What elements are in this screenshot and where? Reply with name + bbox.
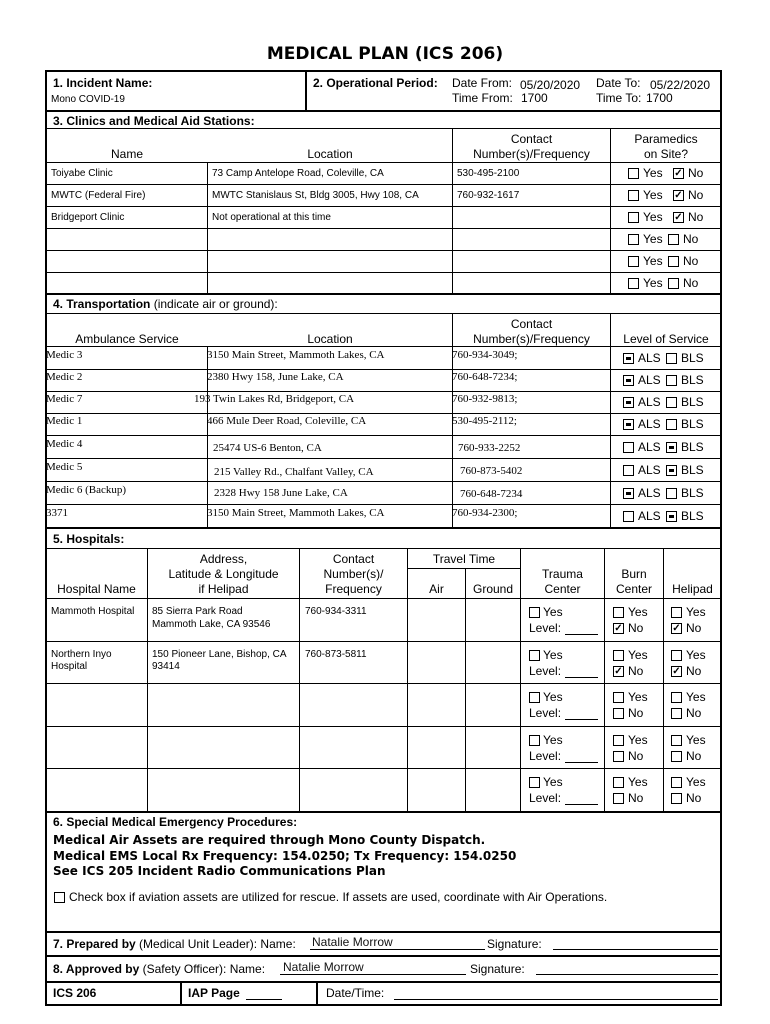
yes-label: Yes bbox=[543, 733, 563, 747]
no-label: No bbox=[683, 276, 699, 290]
als-checkbox[interactable] bbox=[623, 397, 634, 408]
helipad-yes-checkbox[interactable] bbox=[671, 692, 682, 703]
clinic-contact[interactable]: 530-495-2100 bbox=[457, 168, 520, 179]
yes-label: Yes bbox=[628, 775, 648, 789]
yes-label: Yes bbox=[643, 232, 663, 246]
approved-by-bold: 8. Approved by bbox=[53, 962, 140, 976]
als-label: ALS bbox=[638, 509, 661, 523]
ambulance-location[interactable]: 193 Twin Lakes Rd, Bridgeport, CA bbox=[194, 393, 355, 405]
yes-label: Yes bbox=[686, 733, 706, 747]
clinic-location[interactable]: 73 Camp Antelope Road, Coleville, CA bbox=[212, 168, 384, 179]
hospitals-col-address: Latitude & Longitude bbox=[168, 567, 279, 581]
no-label: No bbox=[686, 621, 702, 635]
trauma-yes-checkbox[interactable] bbox=[529, 692, 540, 703]
procedures-line: See ICS 205 Incident Radio Communications Plan bbox=[53, 864, 386, 878]
hospitals-col-name: Hospital Name bbox=[57, 582, 136, 596]
helipad-no-checkbox[interactable] bbox=[671, 793, 682, 804]
footer-divider bbox=[180, 982, 182, 1005]
no-label: No bbox=[686, 664, 702, 678]
ambulance-service[interactable]: 3371 bbox=[46, 507, 68, 519]
row-line bbox=[45, 504, 722, 505]
date-from-label: Date From: bbox=[452, 76, 513, 90]
approved-by-rest: (Safety Officer): Name: bbox=[139, 962, 266, 976]
row-line bbox=[45, 391, 722, 392]
transport-heading bbox=[53, 297, 278, 311]
yes-label: Yes bbox=[543, 648, 563, 662]
als-checkbox[interactable] bbox=[623, 442, 634, 453]
row-line bbox=[45, 598, 722, 599]
datetime-line[interactable] bbox=[394, 999, 718, 1000]
ambulance-service[interactable]: Medic 5 bbox=[46, 461, 83, 473]
yes-label: Yes bbox=[643, 188, 663, 202]
prepared-by-bold: 7. Prepared by bbox=[53, 937, 136, 951]
helipad-yes-checkbox[interactable] bbox=[671, 735, 682, 746]
ambulance-location[interactable]: 2380 Hwy 158, June Lake, CA bbox=[207, 371, 344, 383]
ambulance-location[interactable]: 3150 Main Street, Mammoth Lakes, CA bbox=[207, 349, 385, 361]
transport-col-service: Ambulance Service bbox=[75, 332, 179, 346]
aviation-assets-text: Check box if aviation assets are utilized for rescue. If assets are used, coordinate with Air Operations. bbox=[69, 890, 608, 904]
form-id: ICS 206 bbox=[53, 986, 97, 1000]
approved-by-label bbox=[53, 962, 265, 976]
procedures-line: Medical EMS Local Rx Frequency: 154.0250; Tx Frequency: 154.0250 bbox=[53, 849, 517, 863]
ambulance-service[interactable]: Medic 7 bbox=[46, 393, 83, 405]
no-label: No bbox=[628, 621, 644, 635]
no-label: No bbox=[688, 188, 704, 202]
bls-label: BLS bbox=[681, 509, 704, 523]
bls-checkbox[interactable] bbox=[666, 397, 677, 408]
row-line bbox=[45, 413, 722, 414]
helipad-no-checkbox[interactable] bbox=[671, 751, 682, 762]
yes-label: Yes bbox=[686, 690, 706, 704]
incident-name-value[interactable]: Mono COVID-19 bbox=[51, 94, 125, 105]
burn-no-checkbox[interactable] bbox=[613, 751, 624, 762]
als-label: ALS bbox=[638, 373, 661, 387]
hospital-address[interactable]: 93414 bbox=[152, 661, 180, 672]
section-divider bbox=[45, 955, 722, 957]
bls-checkbox[interactable] bbox=[666, 419, 677, 430]
paramedics-yes-checkbox[interactable] bbox=[628, 278, 639, 289]
yes-label: Yes bbox=[643, 210, 663, 224]
transport-heading-bold: 4. Transportation bbox=[53, 297, 151, 311]
helipad-yes-checkbox[interactable] bbox=[671, 650, 682, 661]
burn-no-checkbox[interactable] bbox=[613, 708, 624, 719]
burn-no-checkbox[interactable]: ✓ bbox=[614, 623, 623, 634]
transport-col-contact: Contact bbox=[510, 317, 553, 331]
iap-page-label: IAP Page bbox=[188, 986, 240, 1000]
clinic-name[interactable]: MWTC (Federal Fire) bbox=[51, 190, 146, 201]
paramedics-no-checkbox[interactable] bbox=[668, 256, 679, 267]
time-to-value[interactable]: 1700 bbox=[646, 91, 673, 105]
hospital-name[interactable]: Hospital bbox=[51, 661, 88, 672]
row-line bbox=[45, 228, 722, 229]
procedures-line: Medical Air Assets are required through Mono County Dispatch. bbox=[53, 833, 486, 847]
divider bbox=[305, 71, 307, 111]
prepared-signature-label: Signature: bbox=[487, 937, 542, 951]
ambulance-service[interactable]: Medic 4 bbox=[46, 438, 83, 450]
aviation-assets-checkbox[interactable] bbox=[54, 892, 65, 903]
als-label: ALS bbox=[638, 463, 661, 477]
burn-yes-checkbox[interactable] bbox=[613, 735, 624, 746]
iap-page-line[interactable] bbox=[246, 999, 282, 1000]
als-label: ALS bbox=[638, 440, 661, 454]
hospitals-heading: 5. Hospitals: bbox=[53, 532, 125, 546]
bls-label: BLS bbox=[681, 417, 704, 431]
trauma-level-line[interactable] bbox=[565, 677, 598, 678]
no-label: No bbox=[628, 791, 644, 805]
ambulance-contact[interactable]: 760-648-7234 bbox=[460, 488, 523, 500]
ambulance-service[interactable]: Medic 6 (Backup) bbox=[46, 484, 127, 496]
als-checkbox[interactable] bbox=[623, 511, 634, 522]
no-label: No bbox=[688, 210, 704, 224]
burn-no-checkbox[interactable]: ✓ bbox=[614, 666, 623, 677]
hospital-address[interactable]: 150 Pioneer Lane, Bishop, CA bbox=[152, 649, 287, 660]
als-label: ALS bbox=[638, 417, 661, 431]
row-line bbox=[45, 641, 722, 642]
page-title: MEDICAL PLAN (ICS 206) bbox=[266, 44, 504, 64]
no-label: No bbox=[628, 749, 644, 763]
clinic-name[interactable]: Bridgeport Clinic bbox=[51, 212, 125, 223]
row-line bbox=[45, 184, 722, 185]
prepared-name-line[interactable] bbox=[310, 949, 485, 950]
no-label: No bbox=[683, 232, 699, 246]
ambulance-location[interactable]: 25474 US-6 Benton, CA bbox=[213, 442, 322, 454]
date-from-value[interactable]: 05/20/2020 bbox=[520, 78, 581, 92]
hospital-address[interactable]: 85 Sierra Park Road bbox=[152, 606, 243, 617]
row-line bbox=[45, 768, 722, 769]
ambulance-contact[interactable]: 760-873-5402 bbox=[460, 465, 523, 477]
trauma-level-line[interactable] bbox=[565, 804, 598, 805]
row-line bbox=[45, 313, 722, 314]
trauma-yes-checkbox[interactable] bbox=[529, 735, 540, 746]
yes-label: Yes bbox=[686, 648, 706, 662]
bls-label: BLS bbox=[681, 440, 704, 454]
clinics-col-location: Location bbox=[307, 147, 353, 161]
ambulance-contact[interactable]: 760-933-2252 bbox=[458, 442, 521, 454]
burn-yes-checkbox[interactable] bbox=[613, 777, 624, 788]
hospital-contact[interactable]: 760-934-3311 bbox=[305, 606, 367, 617]
yes-label: Yes bbox=[628, 690, 648, 704]
row-line bbox=[45, 435, 722, 436]
bls-label: BLS bbox=[681, 463, 704, 477]
hospital-address[interactable]: Mammoth Lake, CA 93546 bbox=[152, 619, 271, 630]
bls-label: BLS bbox=[681, 373, 704, 387]
hospitals-col-contact: Frequency bbox=[325, 582, 382, 596]
hospitals-col-ground: Ground bbox=[472, 582, 514, 596]
transport-col-contact: Number(s)/Frequency bbox=[473, 332, 590, 346]
paramedics-no-checkbox[interactable]: ✓ bbox=[674, 168, 683, 179]
bls-label: BLS bbox=[681, 351, 704, 365]
paramedics-no-checkbox[interactable] bbox=[668, 234, 679, 245]
hospitals-col-trauma: Trauma bbox=[542, 567, 583, 581]
bls-checkbox[interactable] bbox=[666, 442, 677, 453]
clinics-col-paramedics: on Site? bbox=[643, 147, 689, 161]
yes-label: Yes bbox=[643, 276, 663, 290]
approved-name-line[interactable] bbox=[280, 974, 466, 975]
ambulance-contact[interactable]: 760-648-7234; bbox=[452, 371, 518, 383]
paramedics-yes-checkbox[interactable] bbox=[628, 168, 639, 179]
trauma-level-label: Level: bbox=[529, 621, 562, 635]
no-label: No bbox=[688, 166, 704, 180]
hospital-contact[interactable]: 760-873-5811 bbox=[305, 649, 367, 660]
section-divider bbox=[45, 811, 722, 813]
clinics-col-contact: Contact bbox=[510, 132, 553, 146]
paramedics-no-checkbox[interactable]: ✓ bbox=[674, 190, 683, 201]
trauma-level-line[interactable] bbox=[565, 634, 598, 635]
transport-heading-rest: (indicate air or ground): bbox=[150, 297, 278, 311]
hospitals-col-burn: Center bbox=[615, 582, 653, 596]
ambulance-service[interactable]: Medic 1 bbox=[46, 415, 83, 427]
no-label: No bbox=[686, 791, 702, 805]
yes-label: Yes bbox=[543, 690, 563, 704]
row-line bbox=[45, 369, 722, 370]
als-label: ALS bbox=[638, 395, 661, 409]
paramedics-yes-checkbox[interactable] bbox=[628, 256, 639, 267]
helipad-no-checkbox[interactable]: ✓ bbox=[672, 623, 681, 634]
time-from-label: Time From: bbox=[452, 91, 513, 105]
section-divider bbox=[45, 293, 722, 295]
approved-signature-label: Signature: bbox=[470, 962, 525, 976]
yes-label: Yes bbox=[543, 775, 563, 789]
trauma-level-label: Level: bbox=[529, 706, 562, 720]
ambulance-location[interactable]: 2328 Hwy 158 June Lake, CA bbox=[214, 487, 348, 499]
clinic-location[interactable]: Not operational at this time bbox=[212, 212, 331, 223]
date-to-label: Date To: bbox=[596, 76, 641, 90]
hospitals-col-contact: Number(s)/ bbox=[323, 567, 384, 581]
row-line bbox=[45, 346, 722, 347]
paramedics-yes-checkbox[interactable] bbox=[628, 212, 639, 223]
hospitals-col-helipad: Helipad bbox=[672, 582, 713, 596]
clinic-location[interactable]: MWTC Stanislaus St, Bldg 3005, Hwy 108, CA bbox=[212, 190, 419, 201]
als-label: ALS bbox=[638, 486, 661, 500]
ambulance-service[interactable]: Medic 2 bbox=[46, 371, 83, 383]
hospital-name[interactable]: Mammoth Hospital bbox=[51, 606, 135, 617]
als-checkbox[interactable] bbox=[623, 488, 634, 499]
trauma-level-line[interactable] bbox=[565, 762, 598, 763]
bls-checkbox[interactable] bbox=[666, 465, 677, 476]
ambulance-location[interactable]: 215 Valley Rd., Chalfant Valley, CA bbox=[214, 466, 374, 478]
clinic-name[interactable]: Toiyabe Clinic bbox=[51, 168, 113, 179]
paramedics-yes-checkbox[interactable] bbox=[628, 190, 639, 201]
prepared-by-name[interactable]: Natalie Morrow bbox=[312, 935, 393, 949]
als-checkbox[interactable] bbox=[623, 465, 634, 476]
row-line bbox=[45, 206, 722, 207]
burn-no-checkbox[interactable] bbox=[613, 793, 624, 804]
trauma-yes-checkbox[interactable] bbox=[529, 607, 540, 618]
clinic-contact[interactable]: 760-932-1617 bbox=[457, 190, 520, 201]
row-line bbox=[45, 726, 722, 727]
incident-name-label: 1. Incident Name: bbox=[53, 76, 153, 90]
trauma-level-label: Level: bbox=[529, 749, 562, 763]
yes-label: Yes bbox=[543, 605, 563, 619]
als-checkbox[interactable] bbox=[623, 419, 634, 430]
hospitals-col-trauma: Center bbox=[544, 582, 581, 596]
row-line bbox=[45, 128, 722, 129]
bls-label: BLS bbox=[681, 486, 704, 500]
section-divider bbox=[45, 981, 722, 983]
bls-label: BLS bbox=[681, 395, 704, 409]
time-from-value[interactable]: 1700 bbox=[521, 91, 548, 105]
paramedics-no-checkbox[interactable] bbox=[668, 278, 679, 289]
burn-yes-checkbox[interactable] bbox=[613, 692, 624, 703]
approved-signature-line[interactable] bbox=[536, 974, 718, 975]
transport-col-level: Level of Service bbox=[623, 332, 709, 346]
helipad-no-checkbox[interactable]: ✓ bbox=[672, 666, 681, 677]
trauma-yes-checkbox[interactable] bbox=[529, 650, 540, 661]
row-line bbox=[407, 568, 520, 569]
burn-yes-checkbox[interactable] bbox=[613, 607, 624, 618]
bls-checkbox[interactable] bbox=[666, 375, 677, 386]
clinics-heading: 3. Clinics and Medical Aid Stations: bbox=[53, 114, 255, 128]
paramedics-no-checkbox[interactable]: ✓ bbox=[674, 212, 683, 223]
yes-label: Yes bbox=[643, 254, 663, 268]
hospitals-col-address: Address, bbox=[199, 552, 248, 566]
row-line bbox=[45, 272, 722, 273]
footer-divider bbox=[316, 982, 318, 1005]
bls-checkbox[interactable] bbox=[666, 511, 677, 522]
trauma-level-label: Level: bbox=[529, 791, 562, 805]
no-label: No bbox=[683, 254, 699, 268]
row-line bbox=[45, 481, 722, 482]
transport-col-location: Location bbox=[307, 332, 353, 346]
als-checkbox[interactable] bbox=[623, 375, 634, 386]
hospitals-col-travel: Travel Time bbox=[432, 552, 496, 566]
section-divider bbox=[45, 110, 722, 112]
no-label: No bbox=[628, 664, 644, 678]
prepared-by-label bbox=[53, 937, 296, 951]
ambulance-location[interactable]: 466 Mule Deer Road, Coleville, CA bbox=[207, 415, 367, 427]
row-line bbox=[45, 162, 722, 163]
row-line bbox=[45, 458, 722, 459]
trauma-level-line[interactable] bbox=[565, 719, 598, 720]
ambulance-service[interactable]: Medic 3 bbox=[46, 349, 83, 361]
ambulance-contact[interactable]: 760-932-9813; bbox=[452, 393, 518, 405]
clinics-col-contact: Number(s)/Frequency bbox=[473, 147, 590, 161]
yes-label: Yes bbox=[686, 775, 706, 789]
no-label: No bbox=[686, 749, 702, 763]
yes-label: Yes bbox=[643, 166, 663, 180]
approved-by-name[interactable]: Natalie Morrow bbox=[283, 960, 364, 974]
trauma-level-label: Level: bbox=[529, 664, 562, 678]
als-checkbox[interactable] bbox=[623, 353, 634, 364]
section-divider bbox=[45, 527, 722, 529]
hospital-name[interactable]: Northern Inyo bbox=[51, 649, 112, 660]
clinics-col-name: Name bbox=[110, 147, 143, 161]
row-line bbox=[45, 250, 722, 251]
ambulance-contact[interactable]: 530-495-2112; bbox=[452, 415, 517, 427]
yes-label: Yes bbox=[628, 733, 648, 747]
yes-label: Yes bbox=[628, 605, 648, 619]
yes-label: Yes bbox=[686, 605, 706, 619]
ambulance-contact[interactable]: 760-934-3049; bbox=[452, 349, 518, 361]
yes-label: Yes bbox=[628, 648, 648, 662]
no-label: No bbox=[686, 706, 702, 720]
helipad-yes-checkbox[interactable] bbox=[671, 777, 682, 788]
paramedics-yes-checkbox[interactable] bbox=[628, 234, 639, 245]
hospitals-col-burn: Burn bbox=[621, 567, 647, 581]
ambulance-location[interactable]: 3150 Main Street, Mammoth Lakes, CA bbox=[207, 507, 385, 519]
prepared-signature-line[interactable] bbox=[553, 949, 718, 950]
operational-period-label: 2. Operational Period: bbox=[313, 76, 438, 90]
datetime-label: Date/Time: bbox=[326, 986, 385, 1000]
section-divider bbox=[45, 931, 722, 933]
no-label: No bbox=[628, 706, 644, 720]
burn-yes-checkbox[interactable] bbox=[613, 650, 624, 661]
bls-checkbox[interactable] bbox=[666, 488, 677, 499]
als-label: ALS bbox=[638, 351, 661, 365]
col-line bbox=[465, 568, 466, 811]
clinics-col-paramedics: Paramedics bbox=[634, 132, 698, 146]
helipad-yes-checkbox[interactable] bbox=[671, 607, 682, 618]
procedures-heading: 6. Special Medical Emergency Procedures: bbox=[53, 815, 298, 829]
ambulance-contact[interactable]: 760-934-2300; bbox=[452, 507, 518, 519]
hospitals-col-contact: Contact bbox=[332, 552, 375, 566]
trauma-yes-checkbox[interactable] bbox=[529, 777, 540, 788]
helipad-no-checkbox[interactable] bbox=[671, 708, 682, 719]
bls-checkbox[interactable] bbox=[666, 353, 677, 364]
hospitals-col-address: if Helipad bbox=[198, 582, 249, 596]
hospitals-col-air: Air bbox=[429, 582, 444, 596]
prepared-by-rest: (Medical Unit Leader): Name: bbox=[135, 937, 296, 951]
row-line bbox=[45, 683, 722, 684]
time-to-label: Time To: bbox=[596, 91, 642, 105]
date-to-value[interactable]: 05/22/2020 bbox=[650, 78, 711, 92]
